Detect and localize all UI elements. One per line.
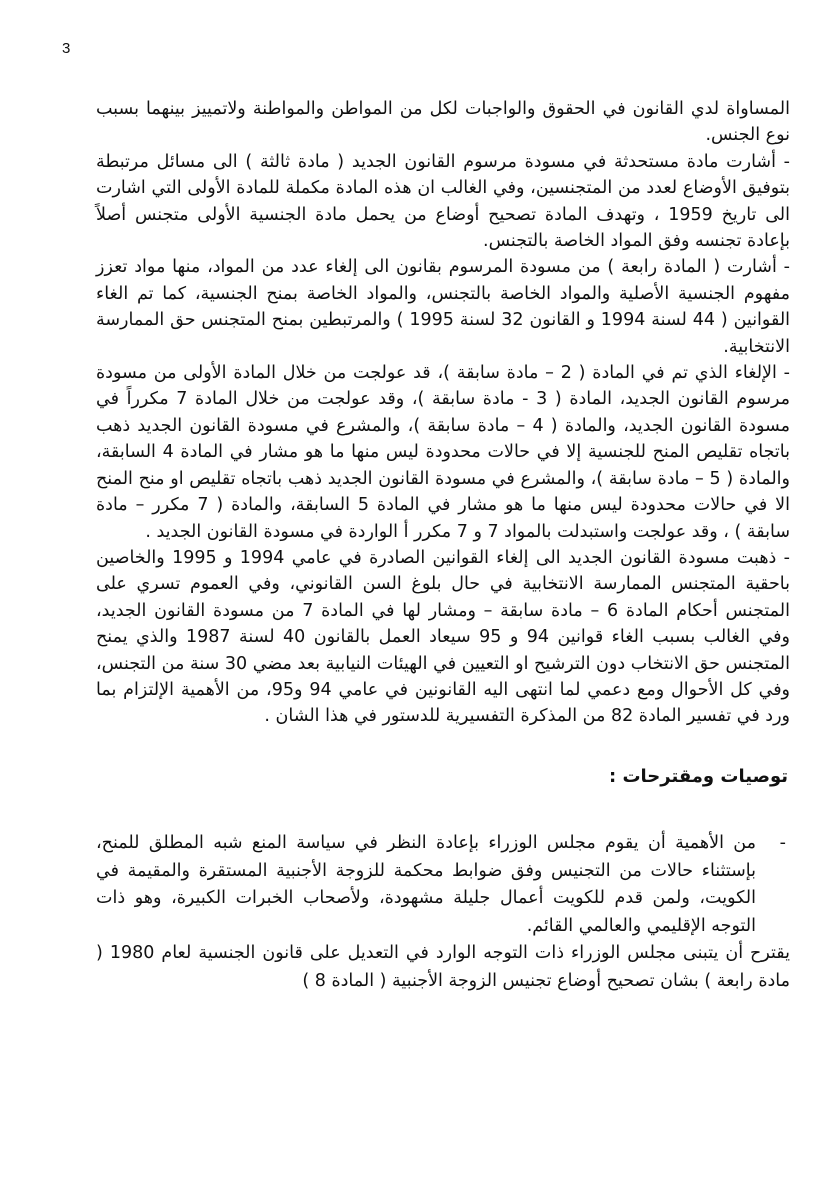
paragraph-equality: المساواة لدي القانون في الحقوق والواجبات لكل من المواطن والمواطنة ولاتمييز بينهما بسبب نوع الجنس.: [96, 99, 790, 146]
proposal-paragraph: يقترح أن يتبنى مجلس الوزراء ذات التوجه الوارد في التعديل على قانون الجنسية لعام 1980 ( مادة رابعة ) بشان تصحيح أوضاع تجنيس الزوجة الأجنبية ( المادة 8 ): [96, 943, 791, 991]
recommendation-text: من الأهمية أن يقوم مجلس الوزراء بإعادة النظر في سياسة المنع شبه المطلق للمنح، بإستثناء حالات من التجنيس وفق ضوابط محكمة للزوجة الأجنبية المستقرة والمقيمة في الكويت، ولمن قدم للكويت أعمال جليلة مشهودة، ولأصحاب الخبرات الكبيرة، وهو ذات التوجه الإقليمي والعالمي القائم.: [96, 833, 756, 936]
page-number: 3: [62, 40, 71, 57]
paragraph-article-three: - أشارت مادة مستحدثة في مسودة مرسوم القانون الجديد ( مادة ثالثة ) الى مسائل مرتبطة بتوفيق الأوضاع لعدد من المتجنسين، وفي الغالب ان هذه المادة مكملة للمادة الأولى التي اشارت الى تاريخ 1959 ، وتهدف المادة تصحيح أوضاع من يحمل مادة الجنسية الأولى متجنس أصلاً بإعادة تجنسه وفق المواد الخاصة بالتجنس.: [96, 151, 791, 252]
recommendations-list: [96, 830, 790, 995]
paragraph-repeal-treatment: - الإلغاء الذي تم في المادة ( 2 – مادة سابقة )، قد عولجت من خلال المادة الأولى من مسودة مرسوم القانون الجديد، المادة ( 3 - مادة سابقة )، وقد عولجت من خلال المادة 7 مكرراً في مسودة القانون الجديد، والمادة ( 4 – مادة سابقة )، والمشرع في مسودة القانون الجديد ذهب باتجاه تقليص المنح للجنسية إلا في حالات محدودة ليس منها ما هو مشار في المادة 4 السابقة، والمادة ( 5 – مادة سابقة )، والمشرع في مسودة القانون الجديد ذهب باتجاه تقليص او منح المنح الا في حالات محدودة ليس منها ما هو مشار في المادة 5 السابقة، والمادة ( 7 مكرر – مادة سابقة ) ، وقد عولجت واستبدلت بالمواد 7 و 7 مكرر أ الواردة في مسودة القانون الجديد .: [96, 363, 790, 542]
bullet-dash: -: [779, 833, 786, 854]
recommendations-heading: توصيات ومقترحات :: [608, 765, 788, 787]
document-body: [96, 96, 790, 995]
paragraph-article-four: - أشارت ( المادة رابعة ) من مسودة المرسوم بقانون الى إلغاء عدد من المواد، منها مواد تعزز مفهوم الجنسية الأصلية والمواد الخاصة بالتجنس، والمواد الخاصة بمنح الجنسية، كما تم الغاء القوانين ( 44 لسنة 1994 و القانون 32 لسنة 1995 ) والمرتبطين بمنح المتجنس حق الممارسة الانتخابية.: [96, 257, 791, 357]
recommendation-item: [96, 830, 790, 940]
paragraph-electoral-laws: - ذهبت مسودة القانون الجديد الى إلغاء القوانين الصادرة في عامي 1994 و 1995 والخاصين باحقية المتجنس الممارسة الانتخابية في حال بلوغ السن القانوني، وفي العموم تسري على المتجنس أحكام المادة 6 – مادة سابقة – ومشار لها في المادة 7 من مسودة القانون الجديد، وفي الغالب بسبب الغاء قوانين 94 و 95 سيعاد العمل بالقانون 40 لسنة 1987 والذي يمنح المتجنس حق الانتخاب دون الترشيح او التعيين في الهيئات النيابية بعد مضي 30 سنة من التجنس، وفي كل الأحوال ومع دعمي لما انتهى اليه القانونين في عامي 94 و95، من الأهمية الإلتزام بما ورد في تفسير المادة 82 من المذكرة التفسيرية للدستور في هذا الشان .: [96, 547, 791, 727]
section-spacer: [96, 730, 790, 764]
